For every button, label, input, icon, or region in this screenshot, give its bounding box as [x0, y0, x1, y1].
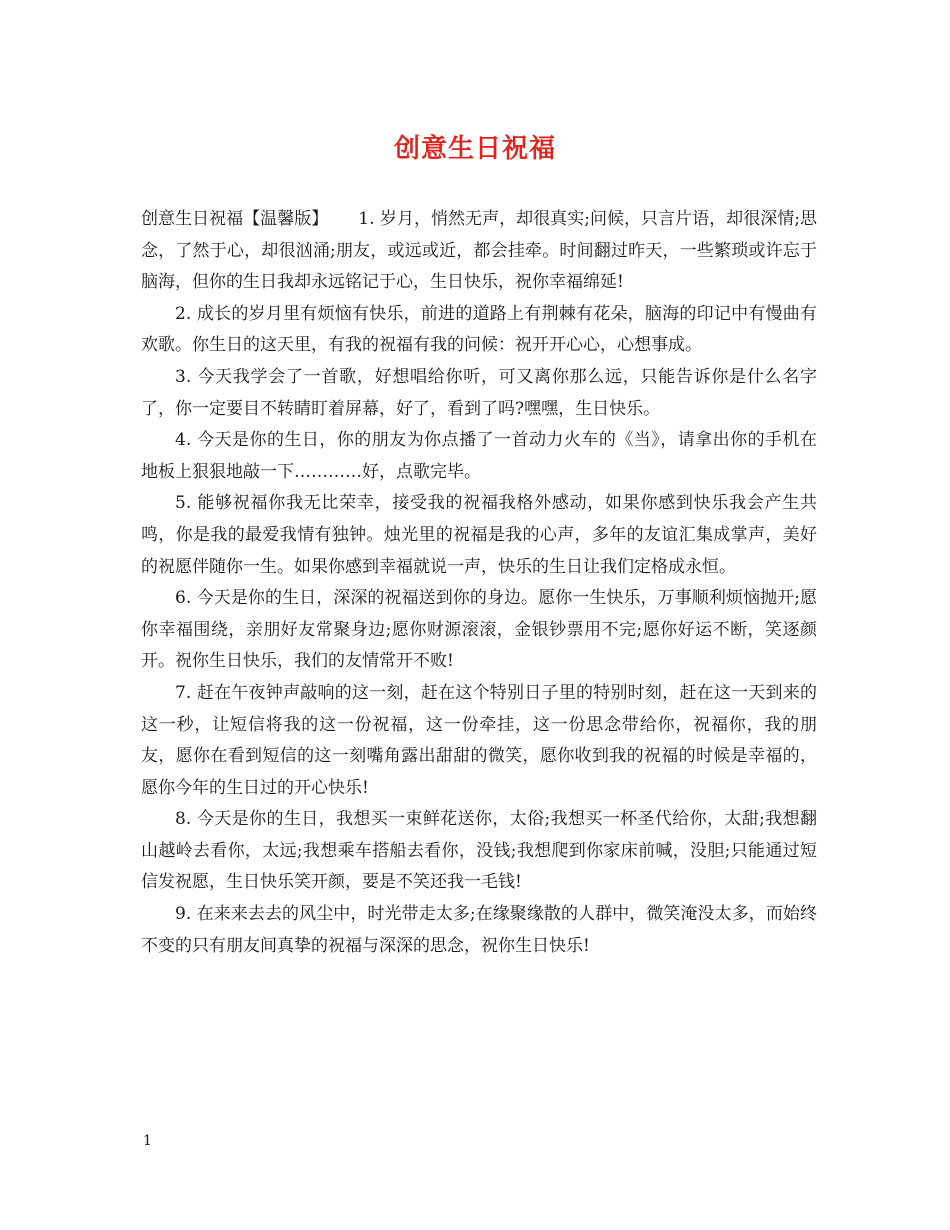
paragraph-9: 9. 在来来去去的风尘中，时光带走太多;在缘聚缘散的人群中，微笑淹没太多，而始终不变的只有朋友间真挚的祝福与深深的思念，祝你生日快乐!: [141, 904, 817, 956]
paragraph-6: 6. 今天是你的生日，深深的祝福送到你的身边。愿你一生快乐，万事顺利烦恼抛开;愿你幸福围绕，亲朋好友常聚身边;愿你财源滚滚，金银钞票用不完;愿你好运不断，笑逐颜开。祝你生日快乐，我们的友情常开不败!: [141, 588, 817, 672]
paragraph-7: 7. 赶在午夜钟声敲响的这一刻，赶在这个特别日子里的特别时刻，赶在这一天到来的这一秒，让短信将我的这一份祝福，这一份牵挂，这一份思念带给你，祝福你，我的朋友，愿你在看到短信的这一刻嘴角露出甜甜的微笑，愿你收到我的祝福的时候是幸福的，愿你今年的生日过的开心快乐!: [141, 682, 817, 798]
document-body: [141, 204, 817, 962]
intro-paragraph: [141, 204, 817, 299]
paragraph-2: 2. 成长的岁月里有烦恼有快乐，前进的道路上有荆棘有花朵，脑海的印记中有慢曲有欢歌。你生日的这天里，有我的祝福有我的问候：祝开开心心，心想事成。: [141, 303, 817, 356]
page-title: 创意生日祝福: [393, 134, 556, 164]
intro-lead: 创意生日祝福【温馨版】: [141, 209, 329, 229]
paragraph-4: 4. 今天是你的生日，你的朋友为你点播了一首动力火车的《当》，请拿出你的手机在地板上狠狠地敲一下…………好，点歌完毕。: [141, 430, 817, 482]
paragraph-8: 8. 今天是你的生日，我想买一束鲜花送你，太俗;我想买一杯圣代给你，太甜;我想翻山越岭去看你，太远;我想乘车搭船去看你，没钱;我想爬到你家床前喊，没胆;只能通过短信发祝愿，生日快乐笑开颜，要是不笑还我一毛钱!: [141, 809, 817, 893]
paragraph-3: 3. 今天我学会了一首歌，好想唱给你听，可又离你那么远，只能告诉你是什么名字了，你一定要目不转睛盯着屏幕，好了，看到了吗?嘿嘿，生日快乐。: [141, 366, 817, 419]
paragraph-1: 1. 岁月，悄然无声，却很真实;问候，只言片语，却很深情;思念，了然于心，却很汹涌;朋友，或远或近，都会挂牵。时间翻过昨天，一些繁琐或许忘于脑海，但你的生日我却永远铭记于心，生日快乐，祝你幸福绵延!: [141, 209, 818, 293]
paragraph-5: 5. 能够祝福你我无比荣幸，接受我的祝福我格外感动，如果你感到快乐我会产生共鸣，你是我的最爱我情有独钟。烛光里的祝福是我的心声，多年的友谊汇集成掌声，美好的祝愿伴随你一生。如果你感到幸福就说一声，快乐的生日让我们定格成永恒。: [141, 493, 817, 577]
page-number: 1: [143, 1133, 152, 1149]
